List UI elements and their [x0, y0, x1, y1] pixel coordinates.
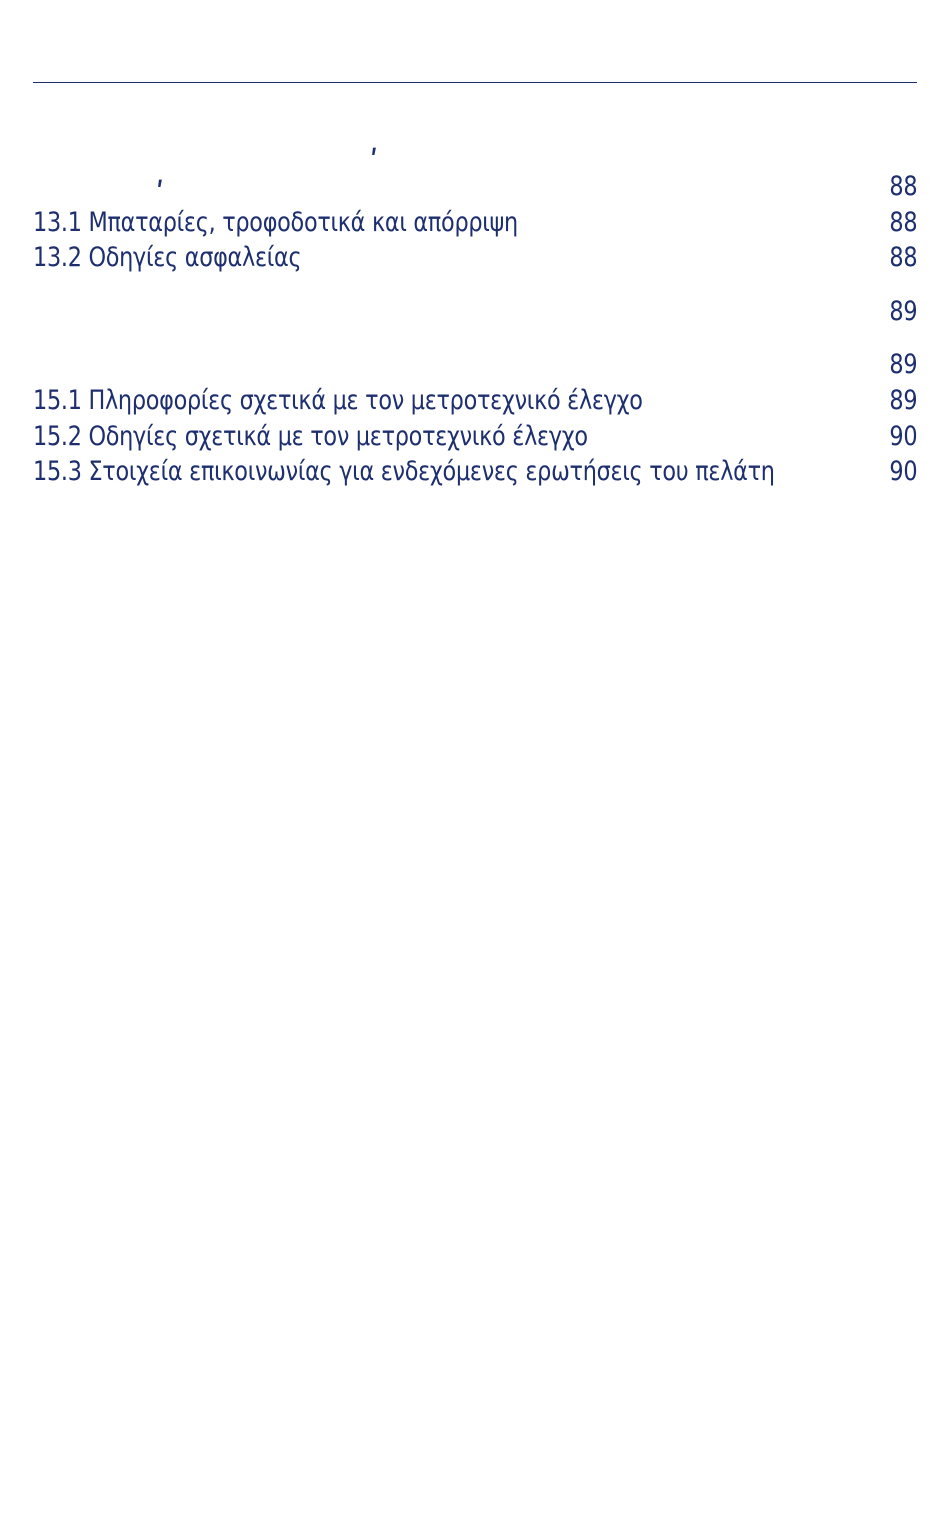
toc-entry-page: 88 [889, 242, 917, 273]
toc-entry-page: 89 [889, 385, 917, 416]
stray-accent-mark: ʹ [156, 177, 165, 212]
toc-entry[interactable] [33, 348, 917, 382]
toc-entry[interactable] [33, 455, 917, 489]
toc-entry[interactable] [33, 241, 917, 275]
toc-entry-page: 88 [889, 207, 917, 238]
toc-entry-label: 13.1 Μπαταρίες, τροφοδοτικά και απόρριψη [33, 207, 518, 238]
toc-entry-page: 90 [889, 421, 917, 452]
toc-entry-label: 15.2 Οδηγίες σχετικά με τον μετροτεχνικό έλεγχο [33, 421, 588, 452]
stray-accent-mark: ʹ [370, 145, 379, 180]
toc-entry-page: 90 [889, 456, 917, 487]
toc-entry[interactable] [33, 206, 917, 240]
toc-entry-label: 15.1 Πληροφορίες σχετικά με τον μετροτεχνικό έλεγχο [33, 385, 643, 416]
toc-entry-page: 89 [889, 296, 917, 327]
toc-entry-label: 13.2 Οδηγίες ασφαλείας [33, 242, 302, 273]
toc-entry[interactable] [33, 295, 917, 329]
toc-entry[interactable] [33, 420, 917, 454]
toc-entry[interactable] [33, 384, 917, 418]
toc-entry-label: 15.3 Στοιχεία επικοινωνίας για ενδεχόμενες ερωτήσεις του πελάτη [33, 456, 775, 487]
toc-entry[interactable] [33, 170, 917, 204]
toc-entry-page: 88 [889, 171, 917, 202]
toc-entry-page: 89 [889, 349, 917, 380]
header-rule [33, 82, 917, 83]
